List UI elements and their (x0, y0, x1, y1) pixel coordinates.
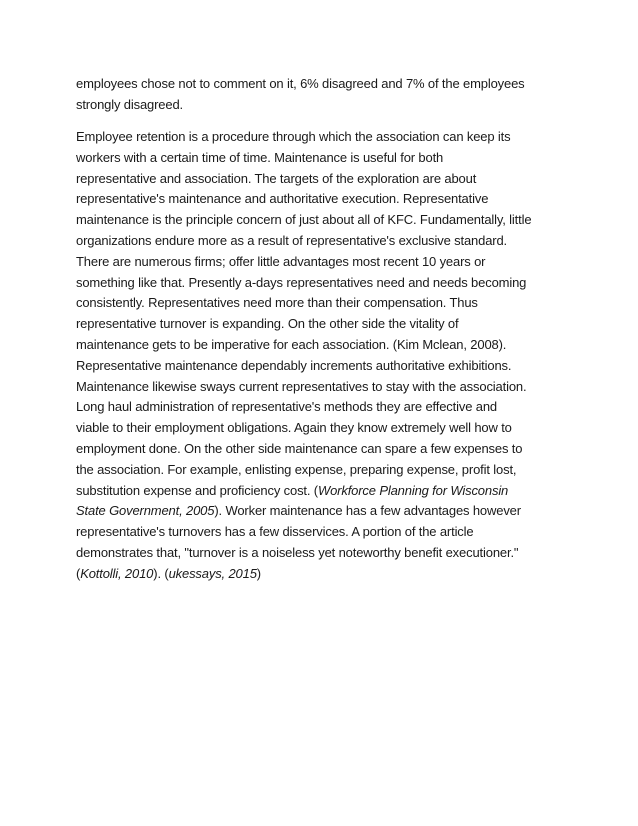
text-line: demonstrates that, "turnover is a noiseless yet noteworthy benefit executioner." (76, 544, 519, 560)
text-fragment: ( (76, 565, 81, 581)
text-line: Employee retention is a procedure through which the association can keep its (76, 129, 511, 144)
text-line (76, 481, 576, 502)
text-line: employees chose not to comment on it, 6% disagreed and 7% of the employees (76, 76, 525, 91)
text-line: representative's turnovers has a few disservices. A portion of the article (76, 524, 474, 540)
citation-kottolli: Kottolli, 2010 (80, 565, 154, 581)
text-line: Representative maintenance dependably increments authoritative exhibitions. (76, 357, 512, 373)
text-line (76, 501, 576, 522)
text-line: the association. For example, enlisting expense, preparing expense, profit lost, (76, 461, 517, 477)
citation-workforce-planning-cont: State Government, 2005 (76, 503, 215, 519)
citation-ukessays: ukessays, 2015 (168, 565, 257, 581)
text-fragment: ) (256, 565, 261, 581)
text-line: representative and association. The targets of the exploration are about (76, 170, 477, 186)
text-line: There are numerous firms; offer little advantages most recent 10 years or (76, 253, 486, 269)
text-line: strongly disagreed. (76, 96, 183, 112)
text-fragment: ). ( (153, 565, 169, 581)
text-line: workers with a certain time of time. Maintenance is useful for both (76, 149, 444, 165)
text-fragment: substitution expense and proficiency cost. ( (76, 482, 318, 498)
text-line: Long haul administration of representative's methods they are effective and (76, 399, 497, 415)
citation-workforce-planning: Workforce Planning for Wisconsin (317, 482, 509, 498)
text-line: organizations endure more as a result of representative's exclusive standard. (76, 232, 508, 248)
text-line: employment done. On the other side maintenance can spare a few expenses to (76, 440, 523, 456)
paragraph-employee-retention (76, 127, 576, 585)
text-line: representative's maintenance and authoritative execution. Representative (76, 191, 489, 207)
paragraph-survey-results (76, 74, 576, 116)
text-line (76, 564, 576, 585)
text-line: viable to their employment obligations. Again they know extremely well how to (76, 420, 512, 436)
text-fragment: ). Worker maintenance has a few advantages however (214, 503, 521, 519)
text-line: representative turnover is expanding. On the other side the vitality of (76, 316, 459, 332)
text-line: consistently. Representatives need more than their compensation. Thus (76, 295, 478, 311)
text-line: maintenance is the principle concern of just about all of KFC. Fundamentally, little (76, 212, 532, 228)
text-line: something like that. Presently a-days representatives need and needs becoming (76, 274, 527, 290)
text-line: maintenance gets to be imperative for each association. (Kim Mclean, 2008). (76, 336, 507, 352)
text-line: Maintenance likewise sways current representatives to stay with the association. (76, 378, 527, 394)
